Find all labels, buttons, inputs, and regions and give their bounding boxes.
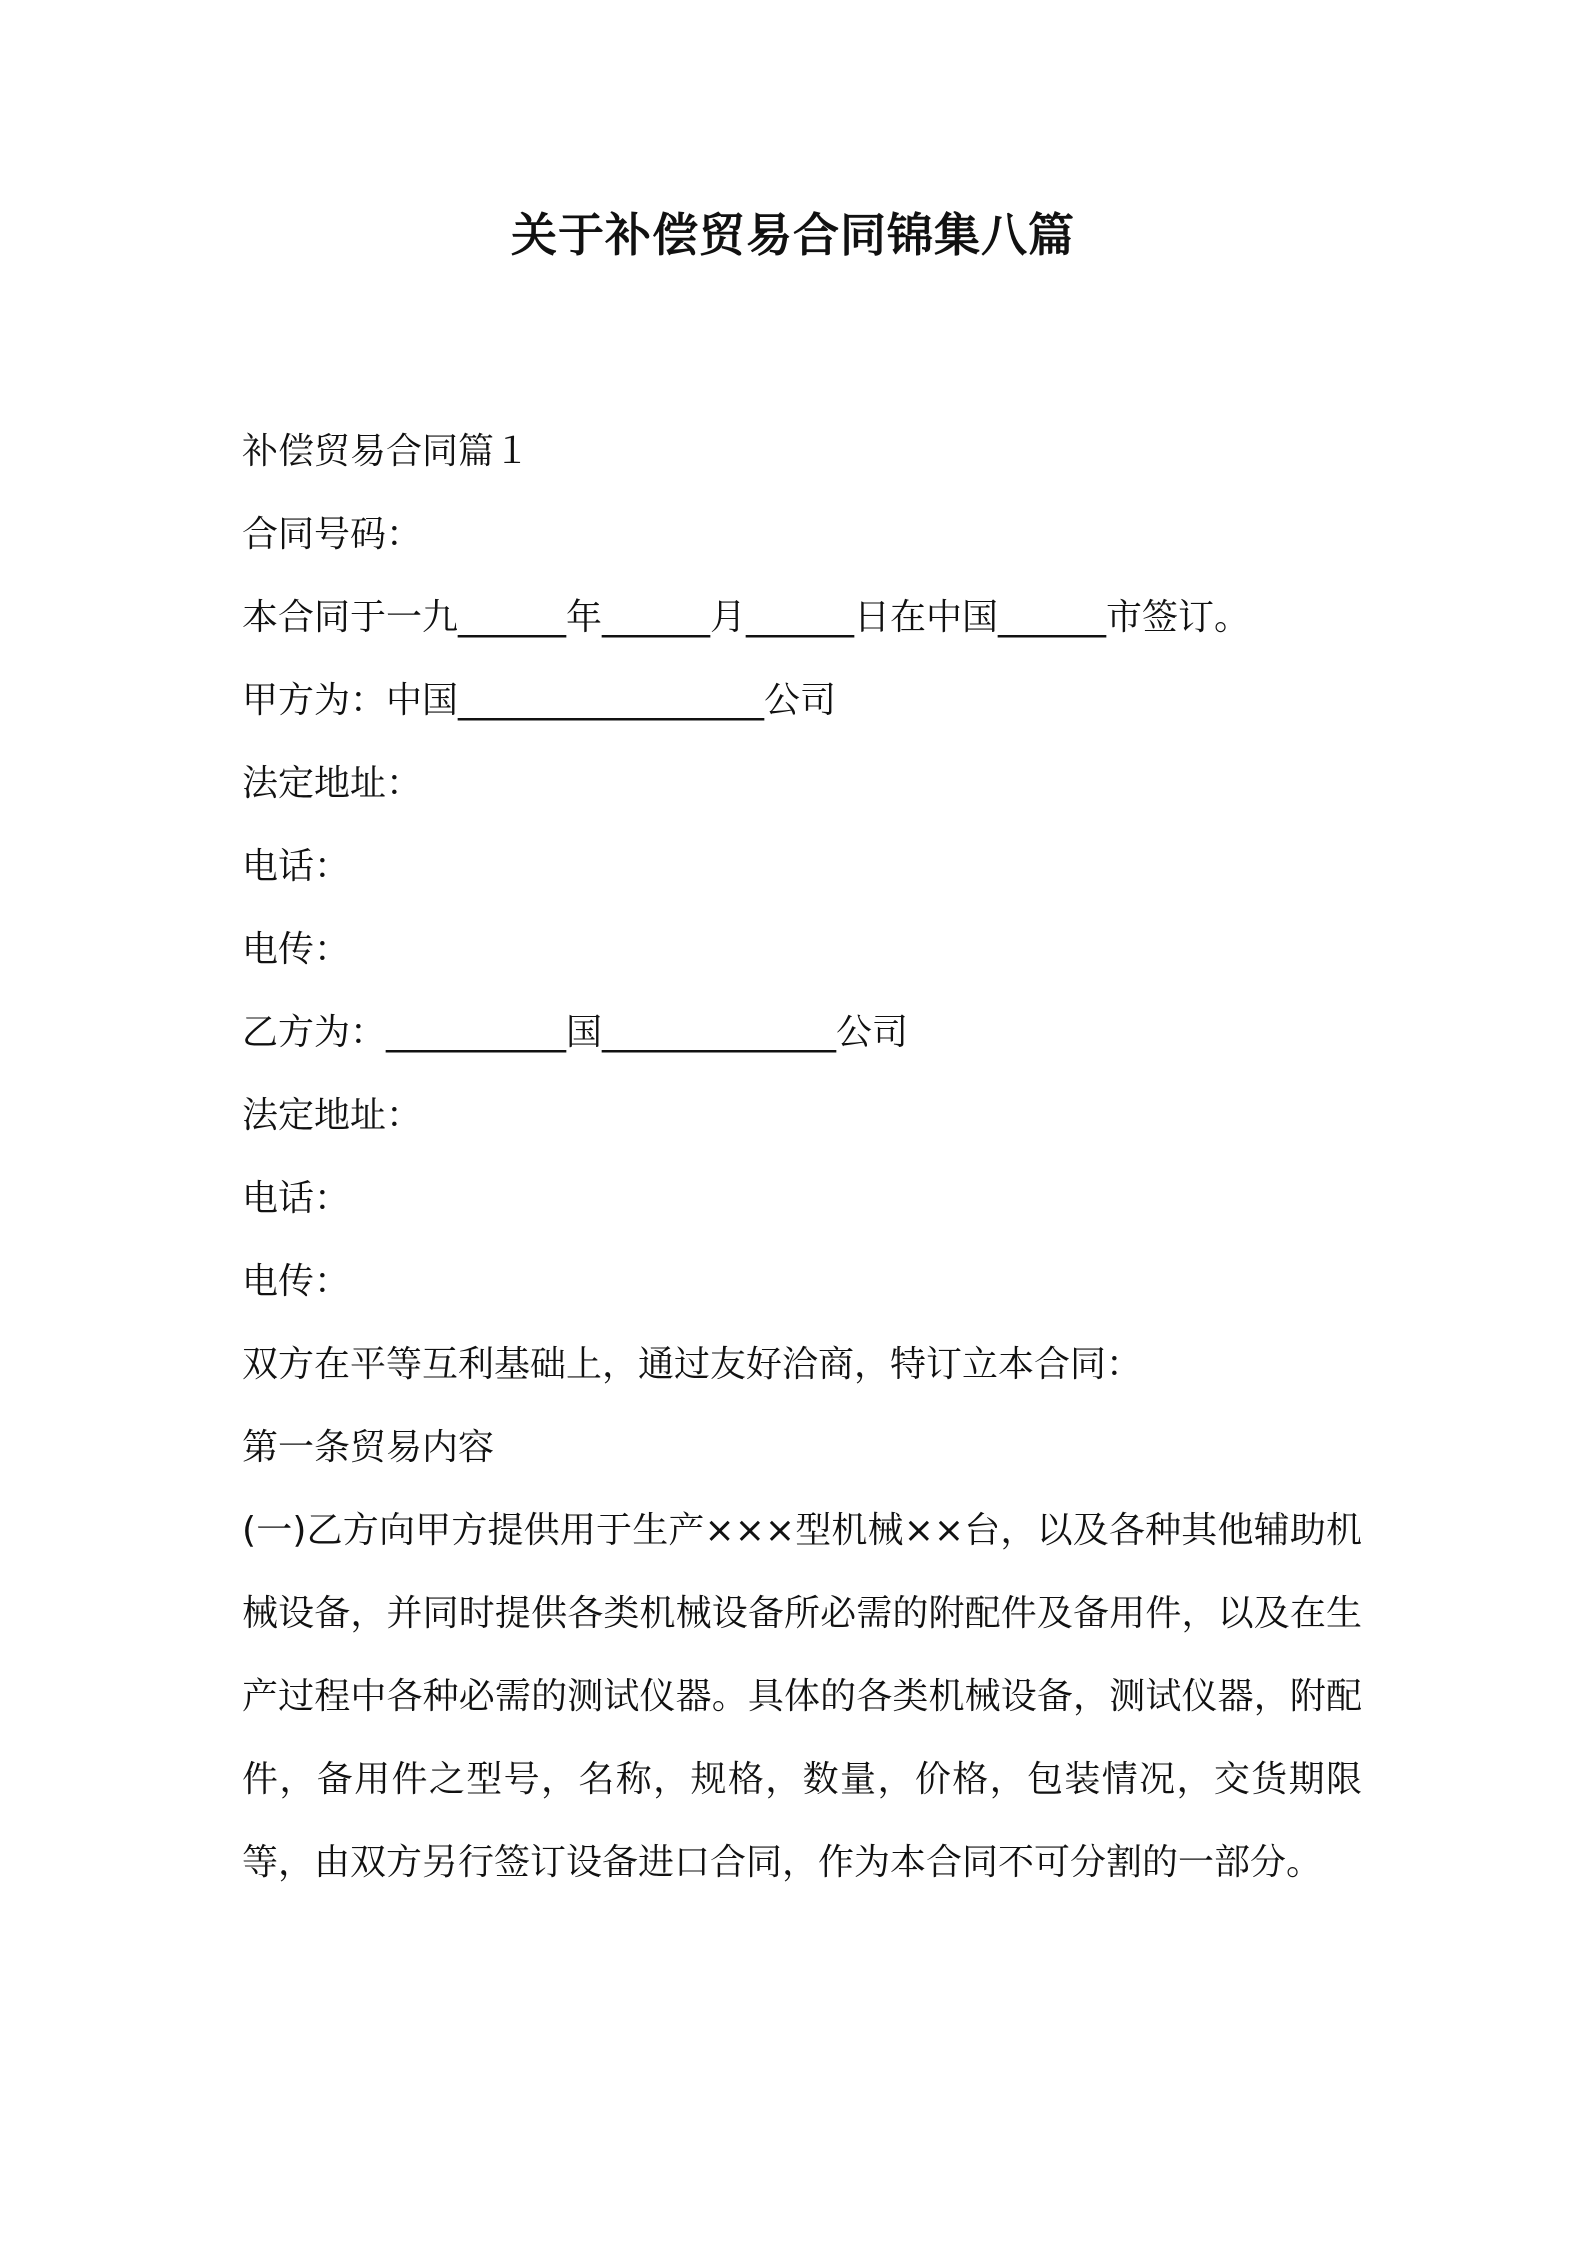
preamble-line: 双方在平等互利基础上，通过友好洽商，特订立本合同： [242,1344,1143,1385]
document-body [242,410,1362,1904]
section-heading: 补偿贸易合同篇１ [242,431,531,472]
party-b-line: 乙方为：__________国_____________公司 [242,1012,909,1053]
signing-date-line: 本合同于一九______年______月______日在中国______市签订。 [242,597,1251,638]
party-b-telex-line: 电传： [242,1261,351,1302]
article-one-paragraph: (一)乙方向甲方提供用于生产×××型机械××台，以及各种其他辅助机械设备，并同时提供各类机械设备所必需的附配件及备用件，以及在生产过程中各种必需的测试仪器。具体的各类机械设备，测试仪器，附配件，备用件之型号，名称，规格，数量，价格，包装情况，交货期限等，由双方另行签订设备进口合同，作为本合同不可分割的一部分。 [242,1510,1362,1883]
document-title: 关于补偿贸易合同锦集八篇 [511,208,1075,262]
party-b-phone-line: 电话： [242,1178,351,1219]
party-a-telex-line: 电传： [242,929,351,970]
article-one-heading: 第一条贸易内容 [242,1427,495,1468]
contract-number-line: 合同号码： [242,514,423,555]
party-a-phone-line: 电话： [242,846,351,887]
party-b-address-line: 法定地址： [242,1095,423,1136]
party-a-address-line: 法定地址： [242,763,423,804]
party-a-line: 甲方为：中国_________________公司 [242,680,837,721]
